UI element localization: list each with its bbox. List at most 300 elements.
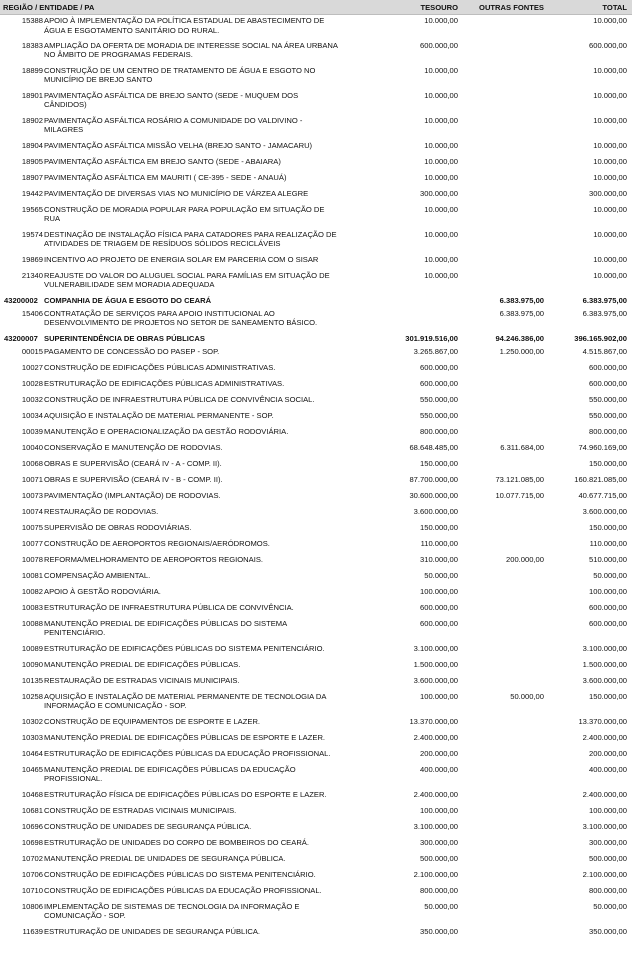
row-code: 18907 — [21, 172, 43, 182]
table-row — [0, 410, 632, 426]
row-outras-fontes — [463, 789, 549, 805]
row-description: ESTRUTURAÇÃO DE UNIDADES DO CORPO DE BOMBEIROS DO CEARÁ. — [44, 837, 309, 847]
row-total: 350.000,00 — [589, 926, 628, 936]
row-code: 18902 — [21, 115, 43, 125]
row-outras-fontes — [463, 853, 549, 869]
table-header — [0, 0, 632, 15]
row-description: RESTAURAÇÃO DE ESTRADAS VICINAIS MUNICIPAIS. — [44, 675, 240, 685]
row-outras-fontes — [463, 805, 549, 821]
table-row — [0, 204, 632, 229]
table-row — [0, 270, 632, 295]
row-description: REAJUSTE DO VALOR DO ALUGUEL SOCIAL PARA FAMÍLIAS EM SITUAÇÃO DE VULNERABILIDADE SEM MORADIA ADEQUADA — [44, 270, 330, 290]
table-row — [0, 115, 632, 140]
row-tesouro: 10.000,00 — [424, 16, 459, 25]
row-description: PAVIMENTAÇÃO ASFÁLTICA EM MAURITI ( CE-395 - SEDE - ANAUÁ) — [44, 172, 287, 182]
row-total: 600.000,00 — [589, 40, 628, 50]
table-row — [0, 229, 632, 254]
row-code: 10077 — [21, 538, 43, 548]
row-code: 10090 — [21, 659, 43, 669]
row-description: CONSTRUÇÃO DE UNIDADES DE SEGURANÇA PÚBLICA. — [44, 821, 252, 831]
row-outras-fontes — [463, 869, 549, 885]
row-tesouro — [345, 295, 463, 308]
row-total: 550.000,00 — [589, 394, 628, 404]
row-tesouro: 200.000,00 — [420, 748, 459, 758]
row-description: CONTRATAÇÃO DE SERVIÇOS PARA APOIO INSTITUCIONAL AO DESENVOLVIMENTO DE PROJETOS NO SETOR DE SANEAMENTO BÁSICO. — [44, 308, 318, 328]
row-code: 18899 — [21, 65, 43, 75]
row-code: 10706 — [21, 869, 43, 879]
row-code: 19565 — [21, 204, 43, 214]
row-code: 19574 — [21, 229, 43, 239]
row-description: MANUTENÇÃO PREDIAL DE UNIDADES DE SEGURANÇA PÚBLICA. — [44, 853, 286, 863]
table-row — [0, 716, 632, 732]
row-total: 300.000,00 — [589, 837, 628, 847]
row-tesouro: 550.000,00 — [420, 410, 459, 420]
row-tesouro: 2.400.000,00 — [413, 789, 459, 799]
row-code: 15388 — [21, 16, 43, 25]
table-row — [0, 15, 632, 40]
row-code: 10464 — [21, 748, 43, 758]
row-tesouro: 10.000,00 — [424, 156, 459, 166]
row-description: APOIO À IMPLEMENTAÇÃO DA POLÍTICA ESTADUAL DE ABASTECIMENTO DE ÁGUA E ESGOTAMENTO SANITÁRIO DO RURAL. — [44, 16, 325, 35]
table-row — [0, 885, 632, 901]
row-tesouro: 10.000,00 — [424, 254, 459, 264]
row-code: 10088 — [21, 618, 43, 628]
row-description: AQUISIÇÃO E INSTALAÇÃO DE MATERIAL PERMANENTE - SOP. — [44, 410, 274, 420]
row-description: PAVIMENTAÇÃO ASFÁLTICA DE BREJO SANTO (SEDE - MUQUEM DOS CÂNDIDOS) — [44, 90, 299, 110]
row-outras-fontes — [463, 378, 549, 394]
table-row — [0, 458, 632, 474]
row-tesouro: 500.000,00 — [420, 853, 459, 863]
row-tesouro: 2.400.000,00 — [413, 732, 459, 742]
row-tesouro: 600.000,00 — [420, 362, 459, 372]
row-description: MANUTENÇÃO PREDIAL DE EDIFICAÇÕES PÚBLICAS DE ESPORTE E LAZER. — [44, 732, 326, 742]
table-row — [0, 675, 632, 691]
row-code: 10698 — [21, 837, 43, 847]
row-tesouro: 10.000,00 — [424, 172, 459, 182]
row-outras-fontes: 6.311.684,00 — [500, 442, 545, 452]
row-outras-fontes — [463, 885, 549, 901]
row-total: 10.000,00 — [593, 16, 628, 25]
row-outras-fontes: 200.000,00 — [506, 554, 545, 564]
row-tesouro: 600.000,00 — [420, 618, 459, 628]
row-description: DESTINAÇÃO DE INSTALAÇÃO FÍSICA PARA CATADORES PARA REALIZAÇÃO DE ATIVIDADES DE TRIAGEM DE RESÍDUOS SÓLIDOS RECICLÁVEIS — [44, 229, 337, 249]
row-code: 10082 — [21, 586, 43, 596]
row-description: APOIO À GESTÃO RODOVIÁRIA. — [44, 586, 161, 596]
row-description: MANUTENÇÃO PREDIAL DE EDIFICAÇÕES PÚBLICAS DO SISTEMA PENITENCIÁRIO. — [44, 618, 287, 638]
table-row — [0, 853, 632, 869]
row-total: 10.000,00 — [593, 270, 628, 280]
row-tesouro: 110.000,00 — [420, 538, 459, 548]
row-description: ESTRUTURAÇÃO DE EDIFICAÇÕES PÚBLICAS DA EDUCAÇÃO PROFISSIONAL. — [44, 748, 331, 758]
row-outras-fontes — [463, 65, 549, 90]
row-total: 550.000,00 — [589, 410, 628, 420]
row-tesouro: 10.000,00 — [424, 270, 459, 280]
table-row — [0, 659, 632, 675]
row-total: 10.000,00 — [593, 172, 628, 182]
row-tesouro: 3.600.000,00 — [413, 506, 459, 516]
table-row — [0, 691, 632, 716]
row-tesouro: 400.000,00 — [420, 764, 459, 774]
row-description: MANUTENÇÃO PREDIAL DE EDIFICAÇÕES PÚBLICAS. — [44, 659, 241, 669]
row-description: MANUTENÇÃO PREDIAL DE EDIFICAÇÕES PÚBLICAS DA EDUCAÇÃO PROFISSIONAL. — [44, 764, 296, 784]
row-code: 10468 — [21, 789, 43, 799]
row-code: 10083 — [21, 602, 43, 612]
table-row — [0, 586, 632, 602]
row-description: SUPERVISÃO DE OBRAS RODOVIÁRIAS. — [44, 522, 192, 532]
row-tesouro: 50.000,00 — [424, 901, 459, 911]
row-description: CONSTRUÇÃO DE MORADIA POPULAR PARA POPULAÇÃO EM SITUAÇÃO DE RUA — [44, 204, 325, 224]
row-outras-fontes: 94.246.386,00 — [495, 333, 545, 343]
row-total: 50.000,00 — [593, 570, 628, 580]
row-total: 3.600.000,00 — [582, 506, 628, 516]
row-tesouro: 3.600.000,00 — [413, 675, 459, 685]
row-tesouro: 2.100.000,00 — [413, 869, 459, 879]
row-total: 300.000,00 — [589, 188, 628, 198]
header-outras-fontes: OUTRAS FONTES — [463, 0, 549, 15]
table-row — [0, 426, 632, 442]
table-row — [0, 90, 632, 115]
row-description: AMPLIAÇÃO DA OFERTA DE MORADIA DE INTERESSE SOCIAL NA ÁREA URBANA NO ÂMBITO DE PROGRAMAS FEDERAIS. — [44, 40, 338, 60]
row-code: 10075 — [21, 522, 43, 532]
row-description: PAVIMENTAÇÃO DE DIVERSAS VIAS NO MUNICÍPIO DE VÁRZEA ALEGRE — [44, 188, 309, 198]
table-row — [0, 65, 632, 90]
row-total: 2.400.000,00 — [582, 732, 628, 742]
row-total: 6.383.975,00 — [582, 308, 628, 318]
row-total: 3.600.000,00 — [582, 675, 628, 685]
table-row — [0, 748, 632, 764]
row-description: CONSERVAÇÃO E MANUTENÇÃO DE RODOVIAS. — [44, 442, 223, 452]
row-description: AQUISIÇÃO E INSTALAÇÃO DE MATERIAL PERMANENTE DE TECNOLOGIA DA INFORMAÇÃO E COMUNICAÇÃO - SOP. — [44, 691, 327, 711]
row-code: 10089 — [21, 643, 43, 653]
row-code: 18901 — [21, 90, 43, 100]
row-description: PAVIMENTAÇÃO ASFÁLTICA ROSÁRIO A COMUNIDADE DO VALDIVINO - MILAGRES — [44, 115, 303, 135]
row-description: COMPANHIA DE ÁGUA E ESGOTO DO CEARÁ — [44, 295, 212, 305]
table-row — [0, 254, 632, 270]
row-outras-fontes — [463, 140, 549, 156]
table-row — [0, 643, 632, 659]
row-code: 43200002 — [4, 295, 38, 305]
row-code: 10071 — [21, 474, 43, 484]
row-outras-fontes: 10.077.715,00 — [495, 490, 545, 500]
table-row — [0, 602, 632, 618]
table-row — [0, 40, 632, 65]
row-tesouro: 10.000,00 — [424, 115, 459, 125]
table-row — [0, 362, 632, 378]
row-code: 43200007 — [4, 333, 38, 343]
row-code: 15406 — [21, 308, 43, 318]
table-row — [0, 442, 632, 458]
row-description: OBRAS E SUPERVISÃO (CEARÁ IV - A - COMP. II). — [44, 458, 222, 468]
row-tesouro: 10.000,00 — [424, 229, 459, 239]
row-code: 10465 — [21, 764, 43, 774]
row-total: 2.400.000,00 — [582, 789, 628, 799]
row-description: CONSTRUÇÃO DE EDIFICAÇÕES PÚBLICAS ADMINISTRATIVAS. — [44, 362, 276, 372]
row-code: 10078 — [21, 554, 43, 564]
row-code: 10302 — [21, 716, 43, 726]
row-outras-fontes — [463, 538, 549, 554]
row-outras-fontes — [463, 926, 549, 942]
table-row — [0, 490, 632, 506]
row-description: RESTAURAÇÃO DE RODOVIAS. — [44, 506, 159, 516]
row-description: CONSTRUÇÃO DE EDIFICAÇÕES PÚBLICAS DO SISTEMA PENITENCIÁRIO. — [44, 869, 316, 879]
row-code: 10702 — [21, 853, 43, 863]
row-total: 10.000,00 — [593, 156, 628, 166]
row-outras-fontes — [463, 764, 549, 789]
row-total: 74.960.169,00 — [578, 442, 628, 452]
row-code: 10034 — [21, 410, 43, 420]
table-row — [0, 506, 632, 522]
row-outras-fontes: 1.250.000,00 — [499, 346, 545, 356]
row-outras-fontes — [463, 659, 549, 675]
row-tesouro: 10.000,00 — [424, 140, 459, 150]
row-tesouro: 600.000,00 — [420, 40, 459, 50]
row-description: CONSTRUÇÃO DE EQUIPAMENTOS DE ESPORTE E LAZER. — [44, 716, 261, 726]
row-outras-fontes — [463, 172, 549, 188]
row-total: 800.000,00 — [589, 885, 628, 895]
row-tesouro: 600.000,00 — [420, 378, 459, 388]
table-row — [0, 926, 632, 942]
row-code: 18904 — [21, 140, 43, 150]
row-description: CONSTRUÇÃO DE UM CENTRO DE TRATAMENTO DE ÁGUA E ESGOTO NO MUNICÍPIO DE BREJO SANTO — [44, 65, 316, 85]
row-total: 400.000,00 — [589, 764, 628, 774]
row-code: 10710 — [21, 885, 43, 895]
row-outras-fontes — [463, 90, 549, 115]
row-outras-fontes — [463, 522, 549, 538]
row-description: PAGAMENTO DE CONCESSÃO DO PASEP - SOP. — [44, 346, 220, 356]
row-outras-fontes — [463, 188, 549, 204]
row-tesouro — [345, 308, 463, 333]
row-description: ESTRUTURAÇÃO DE UNIDADES DE SEGURANÇA PÚBLICA. — [44, 926, 261, 936]
row-tesouro: 150.000,00 — [420, 522, 459, 532]
row-code: 18905 — [21, 156, 43, 166]
row-tesouro: 30.600.000,00 — [409, 490, 459, 500]
row-total: 100.000,00 — [589, 586, 628, 596]
table-row — [0, 570, 632, 586]
row-outras-fontes — [463, 394, 549, 410]
row-total: 10.000,00 — [593, 204, 628, 214]
row-description: PAVIMENTAÇÃO ASFÁLTICA MISSÃO VELHA (BREJO SANTO - JAMACARU) — [44, 140, 313, 150]
entity-row — [0, 333, 632, 346]
row-tesouro: 68.648.485,00 — [409, 442, 459, 452]
row-description: PAVIMENTAÇÃO (IMPLANTAÇÃO) DE RODOVIAS. — [44, 490, 221, 500]
row-description: CONSTRUÇÃO DE AEROPORTOS REGIONAIS/AERÓDROMOS. — [44, 538, 270, 548]
row-total: 100.000,00 — [589, 805, 628, 815]
row-tesouro: 350.000,00 — [420, 926, 459, 936]
table-row — [0, 821, 632, 837]
row-outras-fontes — [463, 410, 549, 426]
table-row — [0, 764, 632, 789]
row-outras-fontes — [463, 254, 549, 270]
table-row — [0, 346, 632, 362]
row-description: PAVIMENTAÇÃO ASFÁLTICA EM BREJO SANTO (SEDE - ABAIARA) — [44, 156, 281, 166]
row-outras-fontes — [463, 586, 549, 602]
row-tesouro: 3.265.867,00 — [413, 346, 459, 356]
table-row — [0, 901, 632, 926]
row-tesouro: 300.000,00 — [420, 837, 459, 847]
row-description: SUPERINTENDÊNCIA DE OBRAS PÚBLICAS — [44, 333, 205, 343]
row-total: 600.000,00 — [589, 362, 628, 372]
row-outras-fontes — [463, 426, 549, 442]
row-total: 40.677.715,00 — [578, 490, 628, 500]
row-total: 6.383.975,00 — [582, 295, 628, 305]
row-code: 21340 — [21, 270, 43, 280]
row-description: ESTRUTURAÇÃO FÍSICA DE EDIFICAÇÕES PÚBLICAS DO ESPORTE E LAZER. — [44, 789, 327, 799]
table-row — [0, 156, 632, 172]
row-total: 800.000,00 — [589, 426, 628, 436]
table-row — [0, 805, 632, 821]
row-total: 150.000,00 — [589, 691, 628, 701]
row-total: 10.000,00 — [593, 140, 628, 150]
row-total: 10.000,00 — [593, 115, 628, 125]
row-total: 150.000,00 — [589, 458, 628, 468]
row-tesouro: 301.919.516,00 — [405, 333, 459, 343]
row-description: CONSTRUÇÃO DE EDIFICAÇÕES PÚBLICAS DA EDUCAÇÃO PROFISSIONAL. — [44, 885, 322, 895]
row-outras-fontes — [463, 901, 549, 926]
row-total: 600.000,00 — [589, 618, 628, 628]
row-tesouro: 3.100.000,00 — [413, 643, 459, 653]
row-outras-fontes — [463, 618, 549, 643]
row-code: 10806 — [21, 901, 43, 911]
row-code: 19442 — [21, 188, 43, 198]
row-total: 600.000,00 — [589, 378, 628, 388]
row-code: 10027 — [21, 362, 43, 372]
row-total: 396.165.902,00 — [574, 333, 628, 343]
row-outras-fontes — [463, 821, 549, 837]
row-total: 500.000,00 — [589, 853, 628, 863]
row-tesouro: 13.370.000,00 — [409, 716, 459, 726]
row-tesouro: 800.000,00 — [420, 426, 459, 436]
entity-row — [0, 295, 632, 308]
row-code: 10068 — [21, 458, 43, 468]
row-outras-fontes — [463, 362, 549, 378]
row-outras-fontes: 50.000,00 — [510, 691, 545, 701]
table-row — [0, 172, 632, 188]
row-outras-fontes: 6.383.975,00 — [499, 295, 545, 305]
table-row — [0, 522, 632, 538]
row-tesouro: 800.000,00 — [420, 885, 459, 895]
row-code: 10303 — [21, 732, 43, 742]
row-tesouro: 1.500.000,00 — [413, 659, 459, 669]
row-code: 10135 — [21, 675, 43, 685]
row-code: 10074 — [21, 506, 43, 516]
row-description: COMPENSAÇÃO AMBIENTAL. — [44, 570, 151, 580]
row-outras-fontes — [463, 716, 549, 732]
row-tesouro: 100.000,00 — [420, 586, 459, 596]
row-outras-fontes — [463, 506, 549, 522]
row-outras-fontes — [463, 115, 549, 140]
row-tesouro: 100.000,00 — [420, 805, 459, 815]
table-row — [0, 394, 632, 410]
row-code: 11639 — [22, 926, 43, 936]
row-outras-fontes — [463, 458, 549, 474]
row-outras-fontes — [463, 204, 549, 229]
table-row — [0, 378, 632, 394]
row-description: REFORMA/MELHORAMENTO DE AEROPORTOS REGIONAIS. — [44, 554, 263, 564]
row-outras-fontes — [463, 229, 549, 254]
row-code: 18383 — [21, 40, 43, 50]
table-row — [0, 554, 632, 570]
table-row — [0, 837, 632, 853]
row-code: 10681 — [21, 805, 43, 815]
row-code: 10028 — [21, 378, 43, 388]
row-total: 150.000,00 — [589, 522, 628, 532]
table-row — [0, 538, 632, 554]
row-total: 13.370.000,00 — [578, 716, 628, 726]
row-total: 50.000,00 — [593, 901, 628, 911]
table-row — [0, 474, 632, 490]
header-tesouro: TESOURO — [345, 0, 463, 15]
row-tesouro: 300.000,00 — [420, 188, 459, 198]
row-outras-fontes — [463, 837, 549, 853]
row-total: 10.000,00 — [593, 90, 628, 100]
row-tesouro: 10.000,00 — [424, 65, 459, 75]
row-outras-fontes — [463, 570, 549, 586]
table-body — [0, 15, 632, 942]
row-tesouro: 87.700.000,00 — [409, 474, 459, 484]
row-total: 2.100.000,00 — [582, 869, 628, 879]
table-row — [0, 308, 632, 333]
table-row — [0, 188, 632, 204]
row-total: 510.000,00 — [589, 554, 628, 564]
row-total: 3.100.000,00 — [582, 643, 628, 653]
row-tesouro: 550.000,00 — [420, 394, 459, 404]
row-total: 200.000,00 — [589, 748, 628, 758]
row-description: IMPLEMENTAÇÃO DE SISTEMAS DE TECNOLOGIA DA INFORMAÇÃO E COMUNICAÇÃO - SOP. — [44, 901, 300, 921]
row-tesouro: 100.000,00 — [420, 691, 459, 701]
row-outras-fontes — [463, 748, 549, 764]
row-tesouro: 150.000,00 — [420, 458, 459, 468]
row-code: 10696 — [21, 821, 43, 831]
row-outras-fontes — [463, 15, 549, 40]
row-description: MANUTENÇÃO E OPERACIONALIZAÇÃO DA GESTÃO RODOVIÁRIA. — [44, 426, 289, 436]
row-description: CONSTRUÇÃO DE INFRAESTRUTURA PÚBLICA DE CONVIVÊNCIA SOCIAL. — [44, 394, 315, 404]
row-code: 00015 — [21, 346, 43, 356]
table-row — [0, 869, 632, 885]
row-description: CONSTRUÇÃO DE ESTRADAS VICINAIS MUNICIPAIS. — [44, 805, 237, 815]
header-total: TOTAL — [549, 0, 632, 15]
header-region: REGIÃO / ENTIDADE / PA — [0, 0, 345, 15]
table-row — [0, 732, 632, 748]
row-outras-fontes — [463, 40, 549, 65]
row-description: INCENTIVO AO PROJETO DE ENERGIA SOLAR EM PARCERIA COM O SISAR — [44, 254, 319, 264]
row-total: 110.000,00 — [589, 538, 628, 548]
row-tesouro: 10.000,00 — [424, 204, 459, 214]
table-row — [0, 140, 632, 156]
row-tesouro: 600.000,00 — [420, 602, 459, 612]
row-total: 3.100.000,00 — [582, 821, 628, 831]
row-tesouro: 10.000,00 — [424, 90, 459, 100]
row-outras-fontes — [463, 732, 549, 748]
row-description: ESTRUTURAÇÃO DE EDIFICAÇÕES PÚBLICAS DO SISTEMA PENITENCIÁRIO. — [44, 643, 325, 653]
row-total: 160.821.085,00 — [574, 474, 628, 484]
row-outras-fontes — [463, 675, 549, 691]
row-code: 10073 — [21, 490, 43, 500]
row-outras-fontes: 73.121.085,00 — [495, 474, 545, 484]
row-description: ESTRUTURAÇÃO DE INFRAESTRUTURA PÚBLICA DE CONVIVÊNCIA. — [44, 602, 294, 612]
row-outras-fontes — [463, 270, 549, 295]
row-code: 10258 — [21, 691, 43, 701]
row-code: 19869 — [21, 254, 43, 264]
row-code: 10081 — [21, 570, 43, 580]
row-tesouro: 50.000,00 — [424, 570, 459, 580]
row-outras-fontes: 6.383.975,00 — [499, 308, 545, 318]
row-code: 10040 — [21, 442, 43, 452]
row-total: 10.000,00 — [593, 254, 628, 264]
row-outras-fontes — [463, 156, 549, 172]
table-row — [0, 618, 632, 643]
row-description: OBRAS E SUPERVISÃO (CEARÁ IV - B - COMP. II). — [44, 474, 223, 484]
row-outras-fontes — [463, 643, 549, 659]
